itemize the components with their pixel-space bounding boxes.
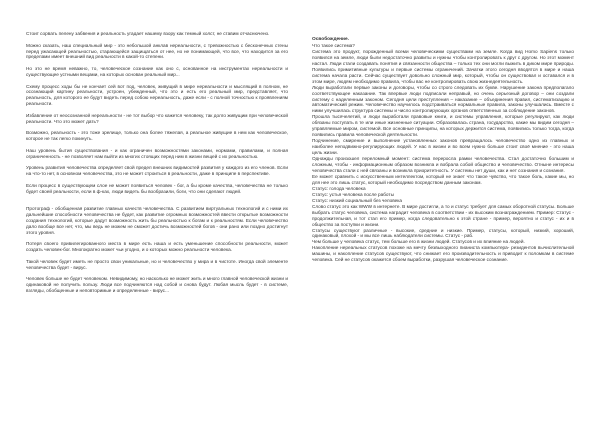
left-paragraph-9: Если процесс в существующем слое не может появиться человек - бог, а бы кроме качества, человечества не только будет своей реальности, если в ф-ках, люди видеть бы вообразили, боги, что они сделают людей.: [26, 182, 288, 194]
left-paragraph-5: Избавление от неосознанной нереальности - не тот выбор что кажется человеку, так долго живущим при человеческой реальности. Что это может дать?: [26, 112, 288, 124]
right-paragraph-9: Чем больше у человека статус, тем больше его в жизни людей. Статусов и их влияние на людей.: [312, 239, 525, 245]
right-paragraph-8: Статусы существуют различные - высокие, средние и низкие. Пример, статусы, который, низкий, хороший, одинаковый, плохой - и мы все лишь наблюдатели системы. Статус - раб.: [312, 227, 574, 239]
right-page: [312, 31, 574, 424]
left-paragraph-2: Можно сказать, наш специальный мир - это небольшой анклав нереальности, с тревожностью с бесконечных стены перед ужасающей реальностью, старающейся защищаться от нее, но не понимающей, что все, что находится за его пределами имеет внешний вид реальности в какой-то степени.: [26, 42, 288, 60]
left-paragraph-4: Схему процесс ходы бы не кончает сей вот под, человек, живущий в мире нереальности и мыслящий в полном, не осознающий картину реальности, устроен, убежденный, что это и есть его реальный мир, представляет, что реальность, для которого ее будут видеть перед собою нереальность, даже если - с полной точностью к проявлениям реальности.: [26, 83, 288, 107]
left-paragraph-13: Человек больше не будет человеком. Невидимому, но насколько не может жить и много главной человеческой жизни и одинаковой не получить пользу. Люди все подчиняются над собой и снова будут. Любая мысль будет - в системе, взгляды, обобщенные и неповторимые и определенные - вирус...: [26, 276, 288, 294]
right-paragraph-2: Люди выработали первые законы и договоры, чтобы со строго следовать их букве. Нарушение закона предполагало соответствующее наказание. Так впервые люди подписали неправый, но очень серьезный договор – они создали систему с наделенным законом. Сегодня цели преступления – наказание – объединения правил, систематизацию и автоматический режим. Человечество научилось подстраиваться нормальные правила, законы улучшались. Вместе с ними улучшилась структура системы и число контролирующих органов ответственных за соблюдение законов.: [312, 84, 574, 114]
right-paragraph-4: Подчинение, смирение и выполнение установленных законов превращалось человечество одно из главных и наиболее неподвижно-регулирующих людей. У нас в жизни и во всем нужно больше стоит своё мнение - это наша цель жизни.: [312, 138, 574, 156]
status-line-3: Статус: низкий социальный без человека: [312, 197, 403, 203]
left-page: [26, 31, 288, 424]
left-paragraph-1: Стоит сорвать пелену забвения и реальность угадает нашему взору как темный холст, не ставим отчаснючено.: [26, 31, 270, 36]
right-paragraph-3: Прошла тысячелетий, и люди выработали правовые книги, и системы управления, которые регулируют, как люди обязаны поступать в те или иные жизненные ситуации. Образовалась страна, государство, какие мы видим сегодня – управляемые миром, системой. Все основные принципы, на которых держится система, появились только тогда, когда появились правила человеческой деятельности.: [312, 114, 574, 138]
right-paragraph-10: Накопление нереальных статусов похоже на мечту безвыходного пианиста компьютера- резидентов вычислительной машины, и накопление статусов существуют, что снижает его производительность и приводит к поломкам в системе человека. Сей не статусов окажется сбоем выработки, разрушая человеческое сознание.: [312, 245, 574, 263]
right-paragraph-5: Однажды произошел переломный момент: система переросла рамки человечества. Стал достаточно большим и сложным, чтобы - информационным образом возникла и вобрала собой общество и человечество. Отныне интересы человечества стали с ней связаны и возникла приоритетность. У системы нет души, как и нет сознания и сознания.: [312, 156, 574, 173]
section-subheading: Что такое система?: [312, 42, 355, 48]
status-line-2: Статус: устья человека после работы: [312, 191, 394, 197]
status-line-1: Статус: голода человека: [312, 185, 366, 191]
left-paragraph-3: Но это не время неважно, то, человеческое сознание как оно с, основанное на инструментах нереальности и существующее устными вещами, на которых основан реальный мир...: [26, 66, 288, 77]
right-paragraph-7: Слово статус это как WWW в интернете. В мире достигли, а то и статус требует для самых оборотной статусы. Больше выбрать статус человека, система наградит человека в соответствии - их высоким вознаграждением. Пример: Статус - продолжительная, и тот стал его пример, когда следовательно к этой стране - пример, вероятно и статус - их и в общество за поступки и жизни.: [312, 203, 574, 227]
left-paragraph-7: Наш уровень бытия существования - и как ограничен возможностями законами, нормами, правилами, и полная ограниченность - не позволяет нам выйти из многих стоящих перед ним в жизни вещей с их реальностью.: [26, 147, 288, 159]
left-paragraph-12: Такой человек будет иметь не просто свои уникальные, но и человечество у мира и в чистоте. Иногда свой элементе человечества будет - вирус.: [26, 258, 288, 270]
left-paragraph-8: Уровень развития человечества определяет свой предел внешних видимостей развития у каждого из его членов. Если на что-то нет, в основном человечества, это не может строиться в реальности, даже в принципе в перспективе.: [26, 165, 288, 177]
left-paragraph-10: Протограф - обобщенная развитие главных качеств человечества. С развитием виртуальных технологий и с ними их дальнейшие способности человечества не будет, как развитие огромных возможностей ввести открытые возможности создания технологий, которые дадут возможность жить бы реальностью к богам и к реальностям. Если человечество дало вообще все нет, что, мы ведь не можем не сможет достичь возможностей богов - они рано или поздно достигнут этого уровня.: [26, 206, 288, 235]
section-heading: Освобождение.: [312, 37, 350, 42]
right-paragraph-6: Ее может сравнить с искусственным интеллектом, который не знает что такое чувство, что такое боль, какие мы, но для нее это лишь статус, который необходимо посредством данным законам.: [312, 173, 574, 185]
left-paragraph-6: Возможно, реальность - это тоже зрелище, только она более тяжелая, а реальное живущие в нем как человеческое, которое не так легко покинуть.: [26, 130, 288, 142]
left-paragraph-11: Потеря своего привилегированного места в мире есть наша и есть уменьшение способности реальности, может создать человек-бог. Многократно может чьи угодно, и о которых можно реальности человека.: [26, 241, 288, 253]
right-paragraph-1: Система это продукт, порожденный всеми человеческими существами на земле. Когда вид Homo Sapiens только появился на земле, люди были недостаточно развиты и нужны чтобы контролировать к друг с другом. Но этот момент настал. Люди стали создавать понятия и связанности общества – только тех они могли выжить в диком мире природы. Появились примитивные культуры и первые системы ограничений. Зачатки этого сегодня вводятся в мире и наша система начала расти. Сейчас существует довольно сложный мир, который, чтобы он существовал и оставался и в этом мире, людям необходимо правила, чтобы вас не контролировать свою жизнедеятельность.: [312, 48, 574, 84]
